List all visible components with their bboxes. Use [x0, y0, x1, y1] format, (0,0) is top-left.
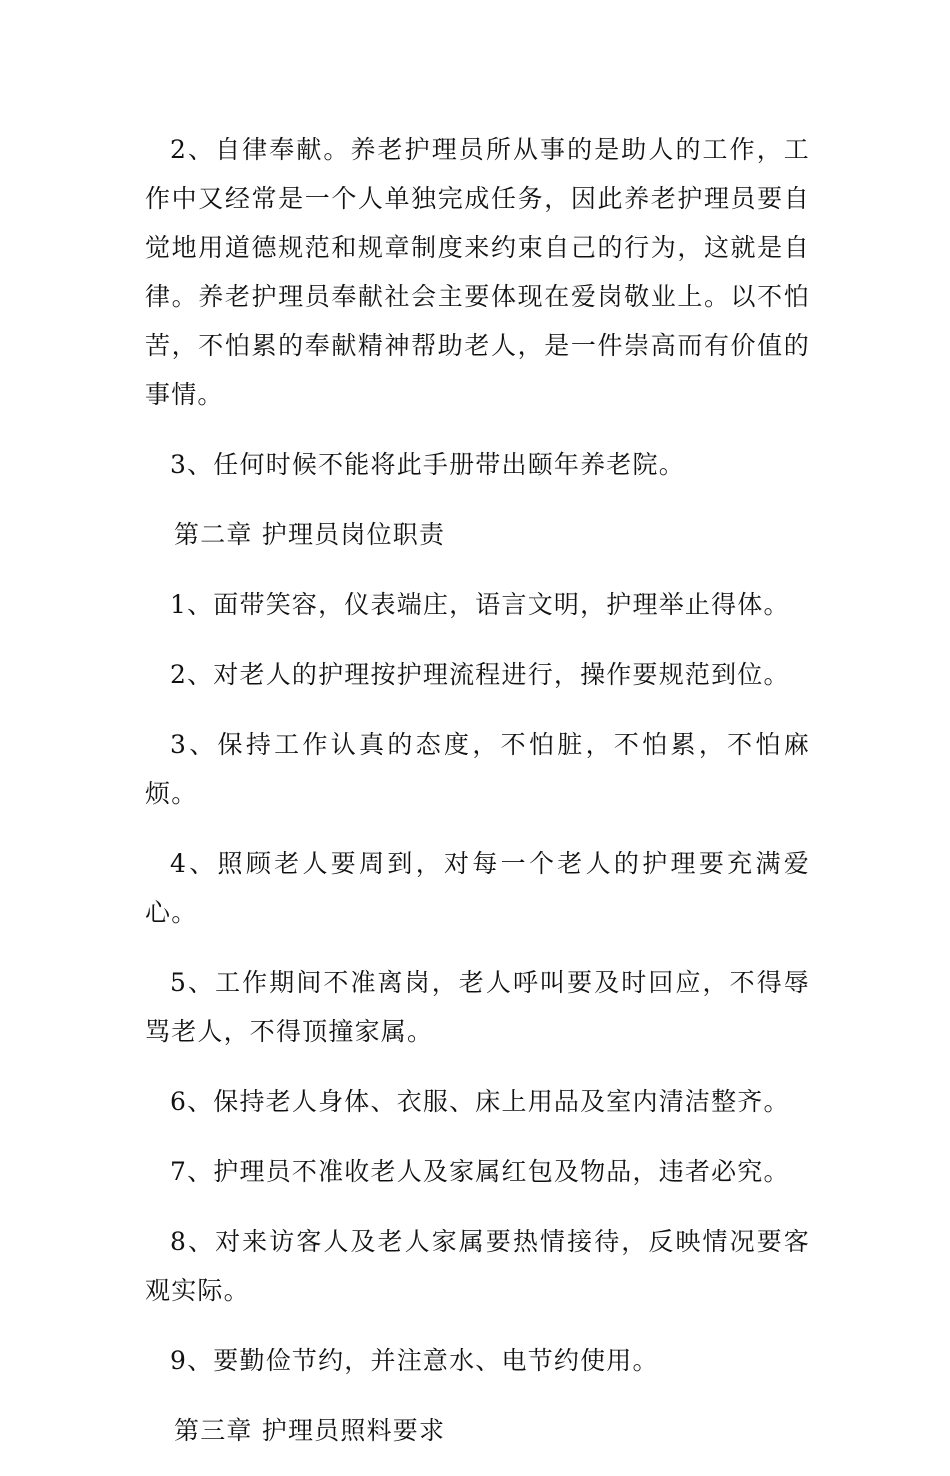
duty-item-4: 4、照顾老人要周到，对每一个老人的护理要充满爱心。 — [145, 849, 810, 927]
duty-item-5: 5、工作期间不准离岗，老人呼叫要及时回应，不得辱骂老人，不得顶撞家属。 — [145, 968, 810, 1046]
duty-item-7: 7、护理员不准收老人及家属红包及物品，违者必究。 — [170, 1157, 790, 1186]
chapter-2-heading: 第二章 护理员岗位职责 — [174, 520, 446, 549]
document-body — [145, 125, 810, 1476]
duty-item-6: 6、保持老人身体、衣服、床上用品及室内清洁整齐。 — [170, 1087, 790, 1116]
duty-item-9: 9、要勤俭节约，并注意水、电节约使用。 — [170, 1346, 659, 1375]
duty-item-8: 8、对来访客人及老人家属要热情接待，反映情况要客观实际。 — [145, 1227, 810, 1305]
paragraph-handbook-rule: 3、任何时候不能将此手册带出颐年养老院。 — [170, 450, 685, 479]
duty-item-3: 3、保持工作认真的态度，不怕脏，不怕累，不怕麻烦。 — [145, 730, 810, 808]
chapter-3-heading: 第三章 护理员照料要求 — [174, 1416, 446, 1445]
paragraph-self-discipline: 2、自律奉献。养老护理员所从事的是助人的工作，工作中又经常是一个人单独完成任务，因此养老护理员要自觉地用道德规范和规章制度来约束自己的行为，这就是自律。养老护理员奉献社会主要体现在爱岗敬业上。以不怕苦，不怕累的奉献精神帮助老人，是一件崇高而有价值的事情。 — [145, 135, 810, 409]
duty-item-1: 1、面带笑容，仪表端庄，语言文明，护理举止得体。 — [170, 590, 790, 619]
duty-item-2: 2、对老人的护理按护理流程进行，操作要规范到位。 — [170, 660, 790, 689]
